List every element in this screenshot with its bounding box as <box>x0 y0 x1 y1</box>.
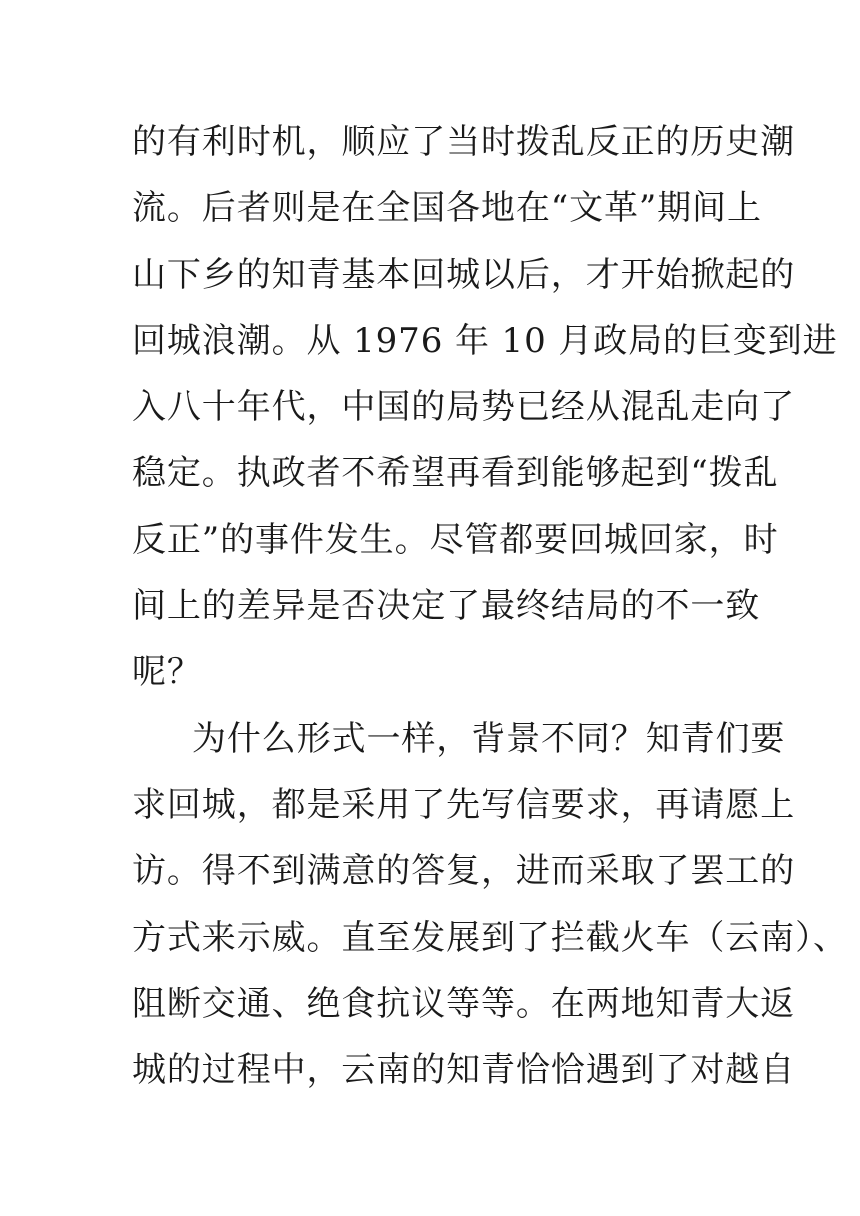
text-line: 求回城，都是采用了先写信要求，再请愿上 <box>132 784 796 825</box>
text-line: 流。后者则是在全国各地在“文革”期间上 <box>132 188 762 229</box>
text-line: 方式来示威。直至发展到了拦截火车（云南）、 <box>132 917 848 958</box>
text-line: 的有利时机，顺应了当时拨乱反正的历史潮 <box>132 122 796 162</box>
text-line: 回城浪潮。从 1976 年 10 月政局的巨变到进 <box>132 320 838 361</box>
text-line: 山下乡的知青基本回城以后，才开始掀起的 <box>132 254 796 295</box>
text-line: 阻断交通、绝食抗议等等。在两地知青大返 <box>132 983 796 1024</box>
text-line: 访。得不到满意的答复，进而采取了罢工的 <box>132 851 796 892</box>
text-line: 呢？ <box>132 652 202 693</box>
body-text <box>132 109 848 1103</box>
text-line: 间上的差异是否决定了最终结局的不一致 <box>132 586 761 627</box>
text-line: 稳定。执政者不希望再看到能够起到“拨乱 <box>132 453 779 494</box>
text-line: 反正”的事件发生。尽管都要回城回家，时 <box>132 519 779 560</box>
text-line: 入八十年代，中国的局势已经从混乱走向了 <box>132 387 796 428</box>
text-line: 城的过程中，云南的知青恰恰遇到了对越自 <box>132 1050 796 1091</box>
paragraph-start-line: 为什么形式一样，背景不同？知青们要 <box>192 718 786 759</box>
